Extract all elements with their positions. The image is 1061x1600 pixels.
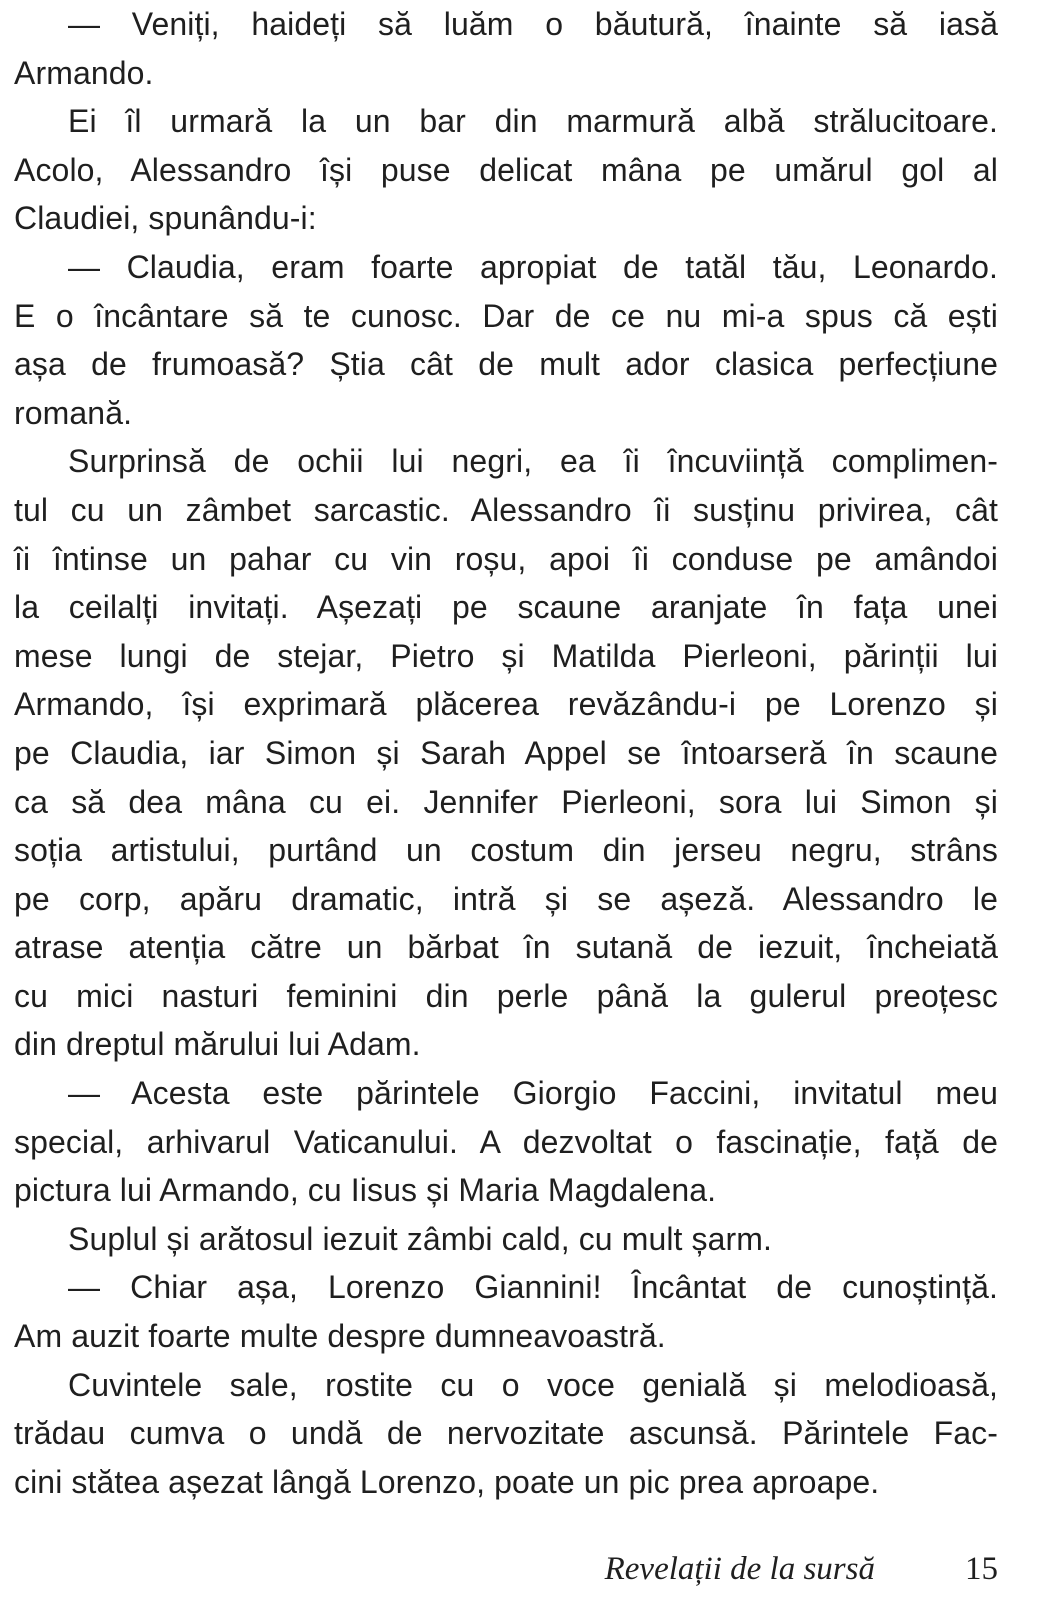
text-line: Claudiei, spunându-i: bbox=[14, 200, 317, 237]
text-line: cini stătea așezat lângă Lorenzo, poate un pic prea aproape. bbox=[14, 1463, 880, 1500]
text-line: Surprinsă de ochii lui negri, ea îi încuviință complimen- bbox=[68, 443, 998, 480]
text-line: Am auzit foarte multe despre dumneavoastră. bbox=[14, 1318, 666, 1355]
text-line: special, arhivarul Vaticanului. A dezvoltat o fascinație, față de bbox=[14, 1123, 998, 1160]
text-line: Ei îl urmară la un bar din marmură albă strălucitoare. bbox=[68, 103, 998, 140]
text-line: la ceilalți invitați. Așezați pe scaune aranjate în fața unei bbox=[14, 589, 998, 626]
paragraph bbox=[14, 97, 998, 243]
text-line: Cuvintele sale, rostite cu o voce genială și melodioasă, bbox=[68, 1366, 998, 1403]
text-line: trădau cumva o undă de nervozitate ascunsă. Părintele Fac- bbox=[14, 1415, 998, 1452]
text-line: tul cu un zâmbet sarcastic. Alessandro îi susținu privirea, cât bbox=[14, 491, 998, 528]
text-line: pictura lui Armando, cu Iisus și Maria Magdalena. bbox=[14, 1172, 717, 1209]
text-line: Armando. bbox=[14, 54, 154, 91]
text-line: cu mici nasturi feminini din perle până la gulerul preoțesc bbox=[14, 977, 998, 1014]
text-line: — Veniți, haideți să luăm o băutură, înainte să iasă bbox=[68, 6, 998, 42]
text-line: așa de frumoasă? Știa cât de mult ador clasica perfecțiune bbox=[14, 346, 998, 383]
page-number: 15 bbox=[965, 1551, 998, 1587]
text-line: ca să dea mâna cu ei. Jennifer Pierleoni, sora lui Simon și bbox=[14, 783, 998, 820]
text-line: pe Claudia, iar Simon și Sarah Appel se întoarseră în scaune bbox=[14, 734, 998, 771]
text-line: atrase atenția către un bărbat în sutană de iezuit, încheiată bbox=[14, 929, 998, 966]
text-line: — Claudia, eram foarte apropiat de tatăl tău, Leonardo. bbox=[68, 248, 998, 285]
paragraph bbox=[14, 1215, 998, 1264]
text-line: romană. bbox=[14, 394, 133, 431]
text-line: din dreptul mărului lui Adam. bbox=[14, 1026, 421, 1063]
text-line: îi întinse un pahar cu vin roșu, apoi îi conduse pe amândoi bbox=[14, 540, 998, 577]
text-line: pe corp, apăru dramatic, intră și se așeză. Alessandro le bbox=[14, 880, 998, 917]
text-line: soția artistului, purtând un costum din jerseu negru, strâns bbox=[14, 832, 998, 869]
paragraph bbox=[14, 243, 998, 437]
running-title: Revelații de la sursă bbox=[604, 1551, 875, 1587]
text-line: Suplul și arătosul iezuit zâmbi cald, cu mult șarm. bbox=[68, 1220, 773, 1257]
text-line: — Chiar așa, Lorenzo Giannini! Încântat de cunoștință. bbox=[68, 1269, 998, 1306]
text-line: mese lungi de stejar, Pietro și Matilda Pierleoni, părinții lui bbox=[14, 637, 998, 674]
body-text bbox=[14, 0, 998, 1506]
paragraph bbox=[14, 1263, 998, 1360]
paragraph bbox=[14, 1361, 998, 1507]
text-line: E o încântare să te cunosc. Dar de ce nu mi-a spus că ești bbox=[14, 297, 998, 334]
text-line: Acolo, Alessandro își puse delicat mâna pe umărul gol al bbox=[14, 151, 998, 188]
paragraph bbox=[14, 0, 998, 97]
text-line: — Acesta este părintele Giorgio Faccini, invitatul meu bbox=[68, 1075, 998, 1112]
text-line: Armando, își exprimară plăcerea revăzându-i pe Lorenzo și bbox=[14, 686, 998, 723]
paragraph bbox=[14, 1069, 998, 1215]
paragraph bbox=[14, 437, 998, 1069]
page-footer bbox=[14, 1547, 998, 1591]
